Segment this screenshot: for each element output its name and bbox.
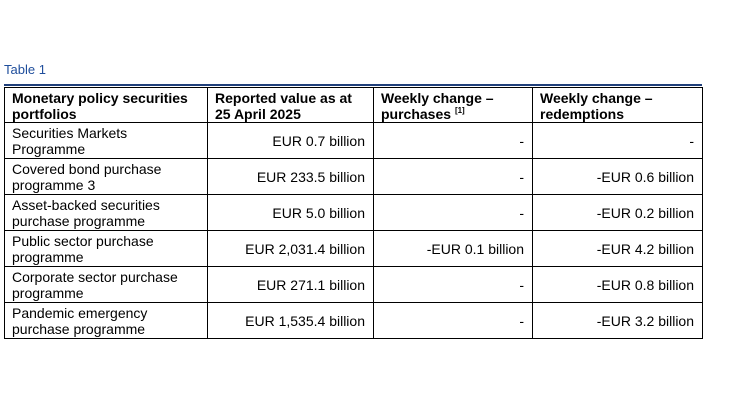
redemptions-cell: -EUR 0.2 billion — [533, 195, 703, 231]
column-header-label: Monetary policy securities portfolios — [12, 90, 188, 122]
reported-value-cell: EUR 2,031.4 billion — [208, 231, 374, 267]
table-row — [5, 123, 703, 159]
redemptions-cell: -EUR 4.2 billion — [533, 231, 703, 267]
purchases-cell: - — [374, 303, 533, 339]
column-header-label: Reported value as at 25 April 2025 — [215, 90, 352, 122]
redemptions-cell: -EUR 0.8 billion — [533, 267, 703, 303]
column-header-weekly-redemptions — [533, 88, 703, 123]
reported-value-cell: EUR 1,535.4 billion — [208, 303, 374, 339]
column-header-reported-value — [208, 88, 374, 123]
column-header-label: Weekly change – redemptions — [540, 90, 653, 122]
purchases-cell: - — [374, 195, 533, 231]
table-caption: Table 1 — [4, 62, 46, 77]
redemptions-cell: -EUR 3.2 billion — [533, 303, 703, 339]
reported-value-cell: EUR 0.7 billion — [208, 123, 374, 159]
portfolio-name-cell: Asset-backed securities purchase programme — [5, 195, 208, 231]
column-header-weekly-purchases — [374, 88, 533, 123]
purchases-cell: - — [374, 159, 533, 195]
portfolio-name-cell: Covered bond purchase programme 3 — [5, 159, 208, 195]
column-header-portfolio — [5, 88, 208, 123]
reported-value-cell: EUR 271.1 billion — [208, 267, 374, 303]
reported-value-cell: EUR 5.0 billion — [208, 195, 374, 231]
purchases-cell: - — [374, 123, 533, 159]
purchases-cell: - — [374, 267, 533, 303]
portfolio-name-cell: Public sector purchase programme — [5, 231, 208, 267]
portfolio-name-cell: Securities Markets Programme — [5, 123, 208, 159]
table-row — [5, 231, 703, 267]
table-row — [5, 195, 703, 231]
redemptions-cell: - — [533, 123, 703, 159]
table-row — [5, 303, 703, 339]
redemptions-cell: -EUR 0.6 billion — [533, 159, 703, 195]
table-row — [5, 267, 703, 303]
column-header-label: Weekly change – purchases — [381, 90, 494, 122]
portfolio-table — [4, 87, 703, 339]
caption-divider — [4, 84, 702, 86]
table-header-row — [5, 88, 703, 123]
footnote-marker: [1] — [454, 106, 465, 115]
table-row — [5, 159, 703, 195]
portfolio-name-cell: Corporate sector purchase programme — [5, 267, 208, 303]
reported-value-cell: EUR 233.5 billion — [208, 159, 374, 195]
portfolio-name-cell: Pandemic emergency purchase programme — [5, 303, 208, 339]
purchases-cell: -EUR 0.1 billion — [374, 231, 533, 267]
